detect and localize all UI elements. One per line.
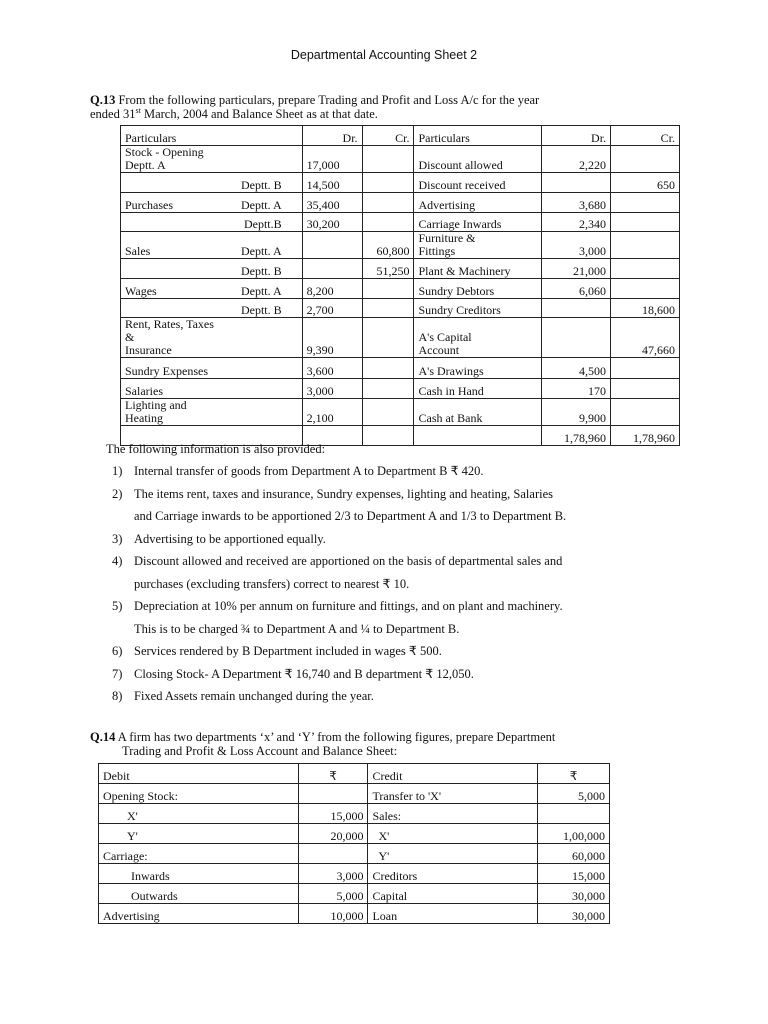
credit-cell: Y' [368,844,538,864]
q13-label: Q.13 [90,93,116,107]
header-particulars: Particulars [121,126,303,146]
table-row [99,864,610,884]
list-text: Depreciation at 10% per annum on furniture and fittings, and on plant and machinery. [134,599,563,613]
debit-cell: Inwards [99,864,299,884]
list-item [112,595,692,640]
header-cr: Cr. [362,126,414,146]
cr-cell: 51,250 [362,259,414,279]
list-text: Discount allowed and received are apportioned on the basis of departmental sales and [134,554,563,568]
credit-amount-cell: 60,000 [538,844,610,864]
particulars-cell: A's Capital Account [414,318,542,358]
table-row [121,299,680,318]
department-cell: Deptt. A [220,279,302,299]
dr-cell: 3,000 [302,379,362,399]
credit-cell: Sales: [368,804,538,824]
credit-amount-cell: 5,000 [538,784,610,804]
particulars-cell: Carriage Inwards [414,213,542,232]
department-cell [220,318,302,358]
header-rupee: ₹ [538,764,610,784]
list-text: The items rent, taxes and insurance, Sundry expenses, lighting and heating, Salaries [134,486,553,501]
credit-amount-cell: 15,000 [538,864,610,884]
dr-cell [302,232,362,259]
debit-amount-cell: 15,000 [298,804,368,824]
credit-amount-cell [538,804,610,824]
particulars-cell: Advertising [414,193,542,213]
cr-cell [362,279,414,299]
cr-cell [611,213,680,232]
particulars-cell: Sundry Expenses [121,358,221,379]
cr-cell [611,399,680,426]
department-cell [220,358,302,379]
cr-cell: 18,600 [611,299,680,318]
dr-cell [542,299,611,318]
department-cell [220,399,302,426]
cr-cell [611,379,680,399]
credit-cell: Capital [368,884,538,904]
list-number: 6) [112,644,123,658]
list-item [112,528,692,551]
cr-cell [362,358,414,379]
dr-cell: 170 [542,379,611,399]
dr-cell: 3,680 [542,193,611,213]
particulars-cell: Purchases [121,193,221,213]
list-text: and Carriage inwards to be apportioned 2/3 to Department A and 1/3 to Department B. [134,509,567,523]
particulars-cell [121,259,221,279]
list-number: 3) [112,531,123,546]
department-cell: Deptt.B [220,213,302,232]
header-cr: Cr. [611,126,680,146]
list-text: This is to be charged ¾ to Department A and ¼ to Department B. [134,621,460,636]
particulars-cell: Discount received [414,173,542,193]
dr-cell [542,173,611,193]
dr-cell: 9,390 [302,318,362,358]
list-item [112,550,692,595]
table-row [121,173,680,193]
dr-cell [302,259,362,279]
table-row [99,884,610,904]
credit-cell: X' [368,824,538,844]
header-particulars: Particulars [414,126,542,146]
debit-cell: X' [99,804,299,824]
info-list [112,460,692,708]
cr-cell [611,146,680,173]
cr-cell [362,379,414,399]
cr-cell [362,299,414,318]
particulars-cell: Sales [121,232,221,259]
debit-credit-table [98,763,610,924]
table-row [99,824,610,844]
dr-cell: 3,600 [302,358,362,379]
particulars-cell: Lighting and Heating [121,399,221,426]
particulars-cell [121,213,221,232]
dr-cell: 17,000 [302,146,362,173]
particulars-cell [414,426,542,446]
credit-cell: Loan [368,904,538,924]
particulars-cell: Plant & Machinery [414,259,542,279]
table-header-row [99,764,610,784]
department-cell [220,379,302,399]
dr-cell: 4,500 [542,358,611,379]
credit-amount-cell: 30,000 [538,884,610,904]
dr-cell: 35,400 [302,193,362,213]
particulars-cell: Salaries [121,379,221,399]
dr-cell: 2,700 [302,299,362,318]
page-title: Departmental Accounting Sheet 2 [290,48,478,62]
cr-cell: 47,660 [611,318,680,358]
particulars-cell: Stock - Opening Deptt. A [121,146,221,173]
q13-text: Q.13 From the following particulars, prepare Trading and Profit and Loss A/c for the year ended 31st March, 2004 and Balance Sheet as at that date. [90,93,540,121]
header-rupee: ₹ [298,764,368,784]
debit-cell: Outwards [99,884,299,904]
credit-amount-cell: 30,000 [538,904,610,924]
cr-cell [362,399,414,426]
cr-cell [611,193,680,213]
list-number: 4) [112,554,123,568]
table-row [121,358,680,379]
list-text: Services rendered by B Department included in wages ₹ 500. [134,644,442,658]
list-number: 2) [112,486,123,501]
trial-balance-table [120,125,680,446]
list-item [112,460,692,483]
particulars-cell: Discount allowed [414,146,542,173]
list-text: Fixed Assets remain unchanged during the year. [134,689,374,703]
cr-cell [362,146,414,173]
particulars-cell: Wages [121,279,221,299]
table-row [99,804,610,824]
debit-amount-cell [298,844,368,864]
debit-amount-cell: 3,000 [298,864,368,884]
list-item [112,483,692,528]
department-cell: Deptt. B [220,259,302,279]
dr-cell: 30,200 [302,213,362,232]
department-cell: Deptt. A [220,232,302,259]
debit-cell: Y' [99,824,299,844]
particulars-cell: Cash at Bank [414,399,542,426]
list-text: Advertising to be apportioned equally. [134,531,326,546]
table-header-row [121,126,680,146]
table-row [99,784,610,804]
info-heading: The following information is also provided: [106,442,326,456]
cr-cell [362,318,414,358]
dr-cell: 6,060 [542,279,611,299]
list-item [112,685,692,708]
credit-amount-cell: 1,00,000 [538,824,610,844]
cr-cell [362,193,414,213]
table-row [121,193,680,213]
credit-cell: Creditors [368,864,538,884]
debit-amount-cell: 5,000 [298,884,368,904]
particulars-cell: Rent, Rates, Taxes & Insurance [121,318,221,358]
table-row [121,379,680,399]
list-text: purchases (excluding transfers) correct to nearest ₹ 10. [134,576,410,591]
list-number: 5) [112,599,123,613]
department-cell: Deptt. B [220,173,302,193]
header-dr: Dr. [302,126,362,146]
table-row [121,232,680,259]
list-text: Internal transfer of goods from Department A to Department B ₹ 420. [134,464,484,478]
list-number: 8) [112,689,123,703]
table-row [99,844,610,864]
cr-cell [611,279,680,299]
department-cell: Deptt. A [220,193,302,213]
cr-cell [362,213,414,232]
particulars-cell: A's Drawings [414,358,542,379]
debit-cell: Advertising [99,904,299,924]
dr-cell: 2,100 [302,399,362,426]
debit-amount-cell [298,784,368,804]
dr-cell [542,318,611,358]
dr-cell: 14,500 [302,173,362,193]
department-cell [220,146,302,173]
particulars-cell [121,173,221,193]
particulars-cell: Sundry Creditors [414,299,542,318]
cr-cell [611,358,680,379]
cr-cell: 650 [611,173,680,193]
cr-cell [362,426,414,446]
dr-cell: 21,000 [542,259,611,279]
debit-cell: Opening Stock: [99,784,299,804]
cr-cell: 60,800 [362,232,414,259]
particulars-cell [121,299,221,318]
dr-cell: 2,220 [542,146,611,173]
header-credit: Credit [368,764,538,784]
list-text: Closing Stock- A Department ₹ 16,740 and B department ₹ 12,050. [134,666,474,681]
debit-amount-cell: 10,000 [298,904,368,924]
table-row [121,146,680,173]
table-row [121,279,680,299]
dr-cell: 8,200 [302,279,362,299]
dr-cell: 9,900 [542,399,611,426]
cr-cell [362,173,414,193]
header-debit: Debit [99,764,299,784]
header-dr: Dr. [542,126,611,146]
particulars-cell: Furniture & Fittings [414,232,542,259]
table-row [121,213,680,232]
table-row [121,318,680,358]
table-row [121,259,680,279]
cr-cell [611,232,680,259]
cr-cell: 1,78,960 [611,426,680,446]
q14-text: Q.14 A firm has two departments ‘x’ and ‘Y’ from the following figures, prepare Department Trading and Profit & Loss Account and Balance Sheet: [90,730,556,758]
list-item [112,663,692,686]
table-row [99,904,610,924]
list-number: 7) [112,666,123,681]
list-item [112,640,692,663]
dr-cell: 2,340 [542,213,611,232]
dr-cell: 1,78,960 [542,426,611,446]
debit-cell: Carriage: [99,844,299,864]
debit-amount-cell: 20,000 [298,824,368,844]
particulars-cell: Sundry Debtors [414,279,542,299]
q14-label: Q.14 [90,730,116,744]
table-row [121,399,680,426]
cr-cell [611,259,680,279]
list-number: 1) [112,464,123,478]
credit-cell: Transfer to 'X' [368,784,538,804]
department-cell: Deptt. B [220,299,302,318]
particulars-cell: Cash in Hand [414,379,542,399]
dr-cell: 3,000 [542,232,611,259]
